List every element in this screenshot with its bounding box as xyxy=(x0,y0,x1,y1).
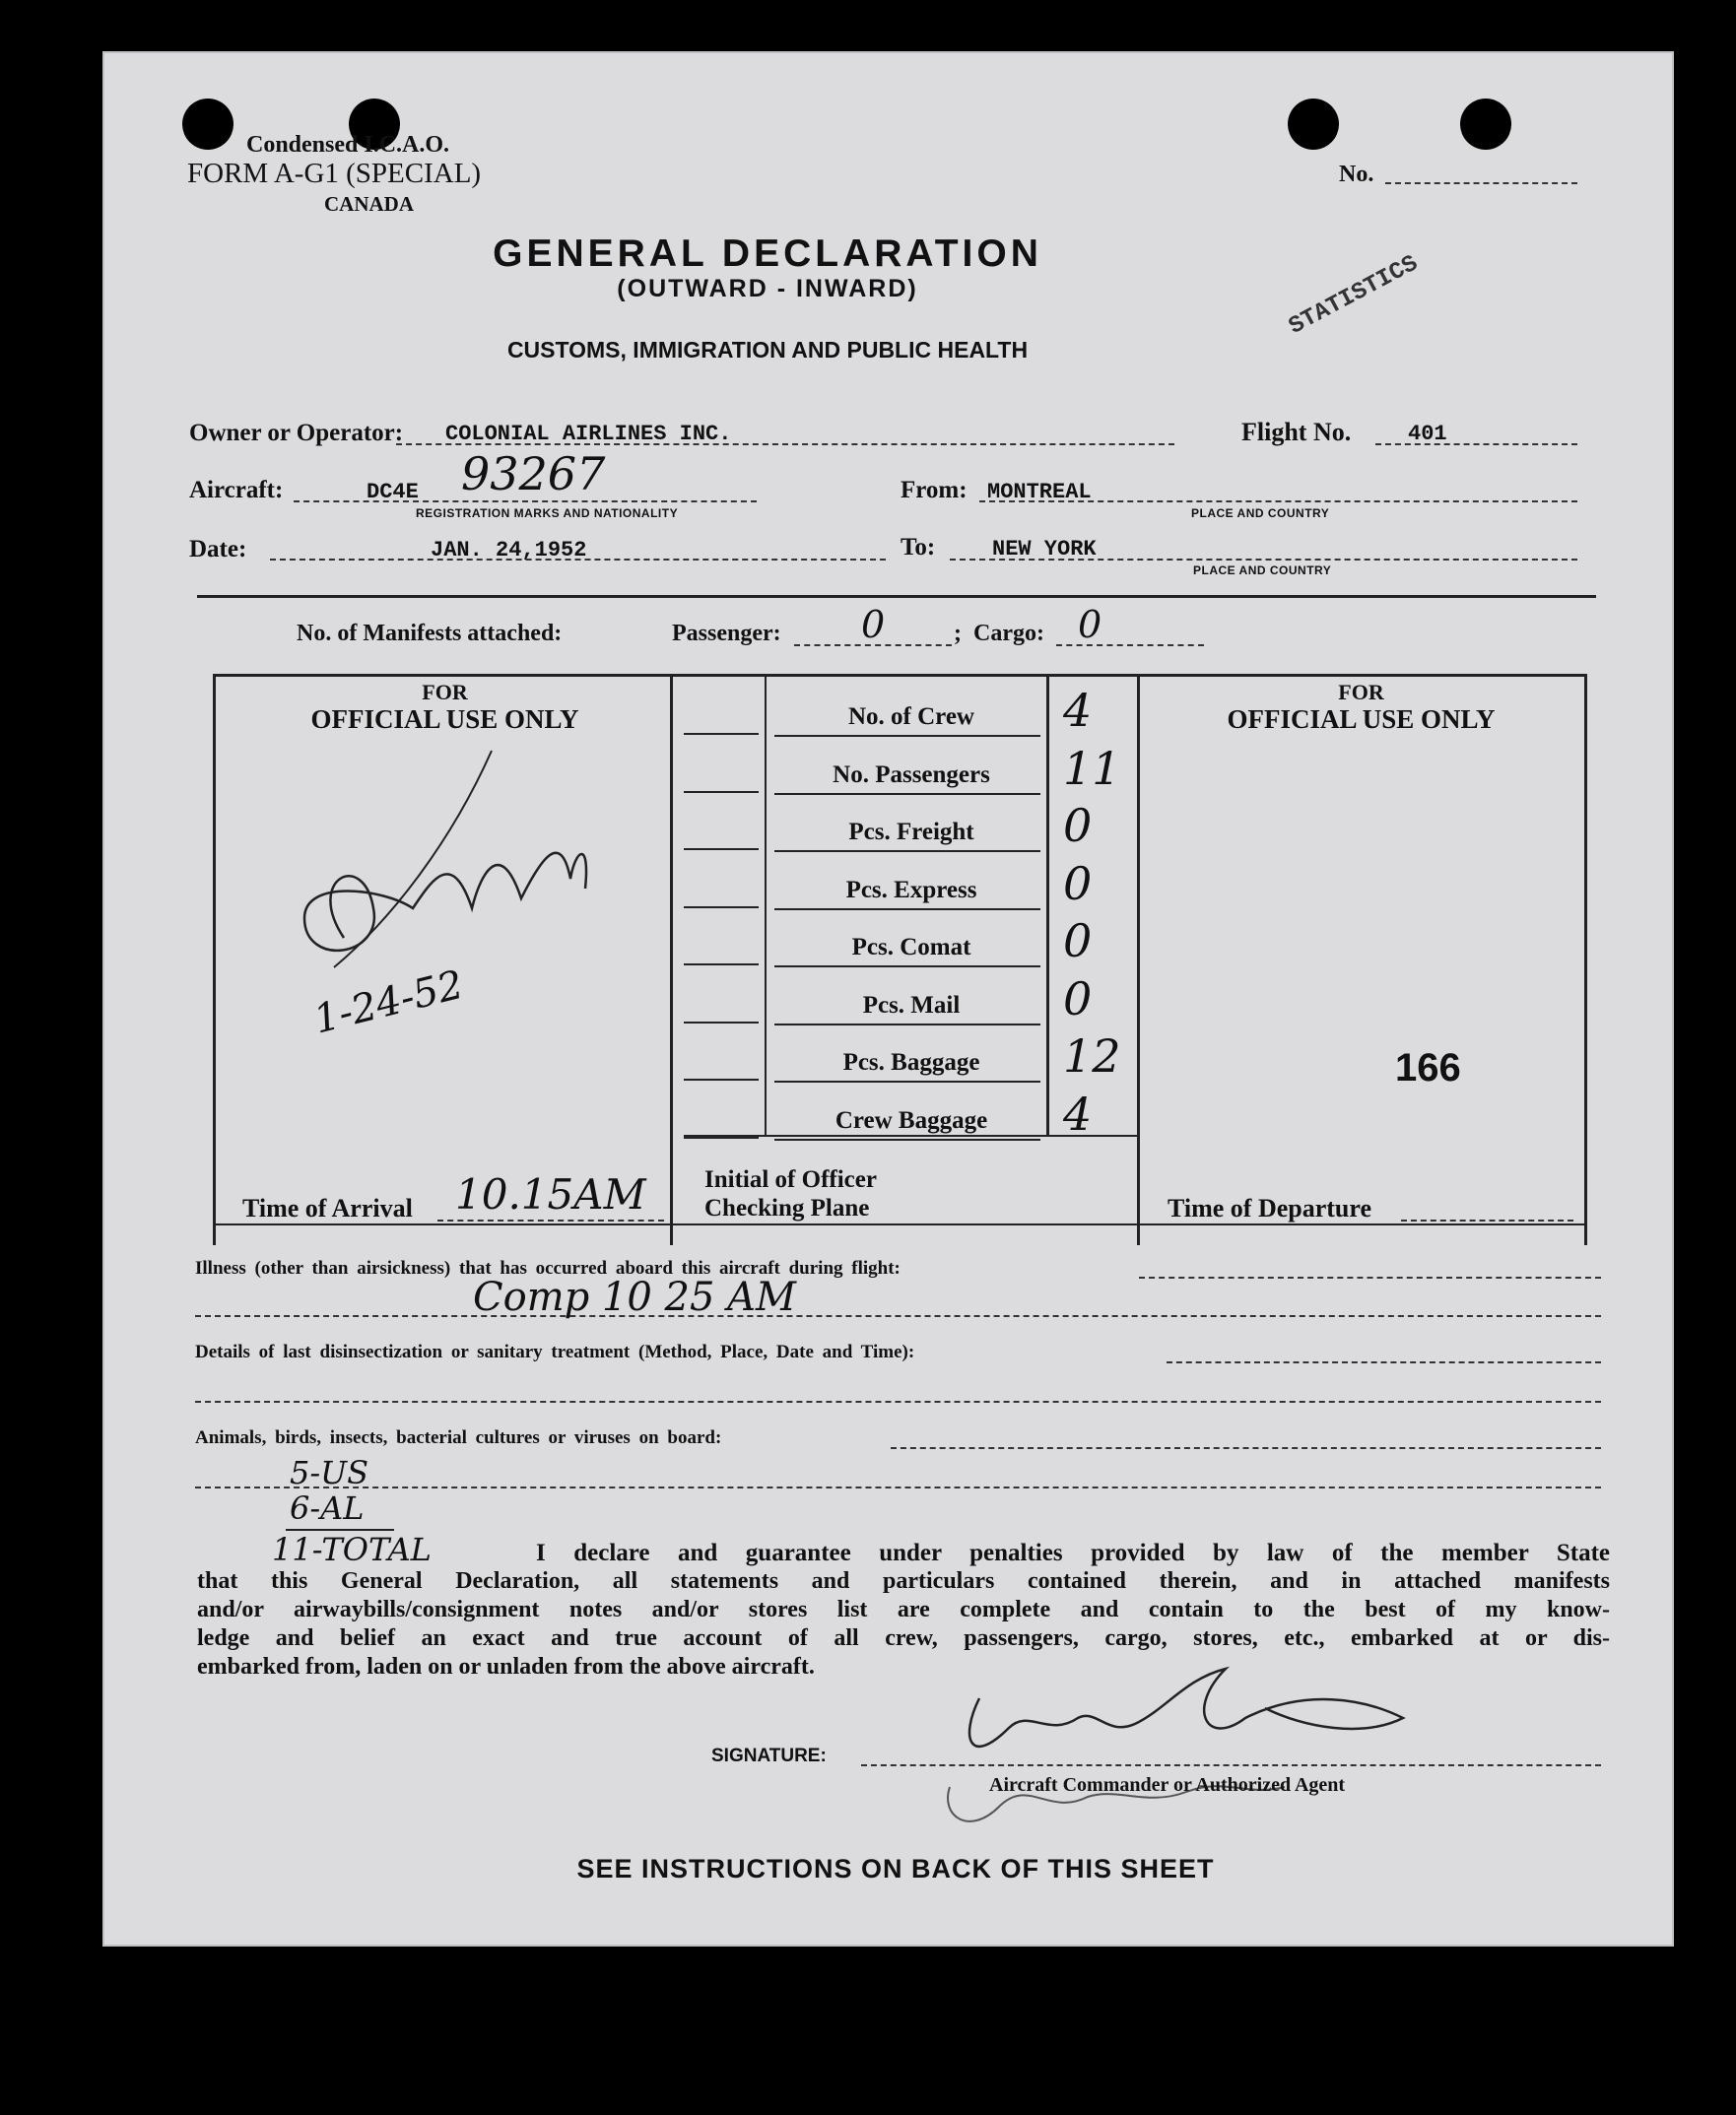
disinsectization-field-2 xyxy=(195,1401,1601,1403)
officer-check-line xyxy=(684,1022,759,1024)
count-value: 0 xyxy=(1063,971,1093,1025)
form-number-label: No. xyxy=(1339,162,1374,187)
commander-signature xyxy=(891,1649,1600,1846)
officer-check-line xyxy=(684,1137,759,1139)
to-label: To: xyxy=(901,534,936,561)
illness-note: Comp 10 25 AM xyxy=(473,1275,797,1320)
count-label: Pcs. Freight xyxy=(848,819,974,845)
manifests-label: No. of Manifests attached: xyxy=(297,621,563,646)
owner-value: COLONIAL AIRLINES INC. xyxy=(445,422,732,446)
count-value: 11 xyxy=(1063,741,1121,795)
illness-field xyxy=(1139,1277,1601,1279)
count-value: 4 xyxy=(1063,684,1093,737)
aircraft-label: Aircraft: xyxy=(189,477,284,503)
from-label: From: xyxy=(901,477,968,503)
count-value: 0 xyxy=(1063,799,1093,852)
count-underline xyxy=(774,850,1040,852)
officer-check-line xyxy=(684,848,759,850)
count-value: 0 xyxy=(1063,856,1093,910)
aircraft-type: DC4E xyxy=(367,480,419,504)
manifest-passenger-value: 0 xyxy=(861,603,886,646)
table-bottom-border xyxy=(213,1223,1587,1225)
count-underline xyxy=(774,1024,1040,1025)
manifest-passenger-label: Passenger: xyxy=(672,621,781,646)
declaration-line1: I declare and guarantee under penalties provided by law of the member State xyxy=(536,1540,1610,1566)
declaration-line5: embarked from, laden on or unladen from the above aircraft. xyxy=(197,1654,815,1680)
officer-check-line xyxy=(684,906,759,908)
animals-field-2 xyxy=(195,1487,1601,1488)
form-code-line2: FORM A-G1 (SPECIAL) xyxy=(187,158,482,189)
tally-al: 6-AL xyxy=(290,1489,365,1527)
official-right-heading: OFFICIAL USE ONLY xyxy=(1227,704,1496,734)
tally-us: 5-US xyxy=(290,1454,369,1491)
officer-check-line xyxy=(684,1079,759,1081)
owner-label: Owner or Operator: xyxy=(189,420,404,446)
tally-total: 11-TOTAL xyxy=(272,1531,432,1568)
to-value: NEW YORK xyxy=(992,537,1097,562)
right-column-divider xyxy=(1137,674,1140,1245)
statistics-stamp: STATISTICS xyxy=(1285,250,1423,341)
count-label: No. of Crew xyxy=(848,703,974,730)
signature-field xyxy=(861,1764,1601,1766)
count-underline xyxy=(774,908,1040,910)
count-value: 12 xyxy=(1063,1029,1121,1083)
officer-check-line xyxy=(684,791,759,793)
count-underline xyxy=(774,1081,1040,1083)
manifest-separator: ; xyxy=(954,621,962,646)
left-column-divider xyxy=(670,674,673,1245)
declaration-line2: that this General Declaration, all statements and particulars contained therein, and in attached manifests xyxy=(197,1568,1610,1594)
count-label: Pcs. Baggage xyxy=(842,1049,980,1076)
illness-field-2 xyxy=(195,1315,1601,1317)
animals-field xyxy=(891,1447,1601,1449)
form-country: CANADA xyxy=(324,192,414,216)
from-place-caption: PLACE AND COUNTRY xyxy=(1191,506,1330,520)
initial-officer-line2: Checking Plane xyxy=(704,1195,870,1222)
form-number-field xyxy=(1385,182,1577,184)
count-underline xyxy=(774,735,1040,737)
departure-time-field xyxy=(1401,1220,1573,1222)
flight-field xyxy=(1375,443,1577,445)
disinsectization-label: Details of last disinsectization or sanitary treatment (Method, Place, Date and Time): xyxy=(195,1342,915,1362)
table-left-border xyxy=(213,674,216,1245)
declaration-line3: and/or airwaybills/consignment notes and/or stores list are complete and contain to the best of my know- xyxy=(197,1597,1610,1622)
punch-hole xyxy=(1288,99,1339,150)
aircraft-field xyxy=(294,500,757,502)
official-left-for: FOR xyxy=(422,680,468,704)
page-subject: CUSTOMS, IMMIGRATION AND PUBLIC HEALTH xyxy=(506,337,1029,363)
initial-officer-line1: Initial of Officer xyxy=(704,1166,877,1193)
declaration-form xyxy=(102,51,1674,1947)
official-left-heading: OFFICIAL USE ONLY xyxy=(310,704,579,734)
officer-check-line xyxy=(684,963,759,965)
label-column-divider xyxy=(1046,674,1049,1135)
count-label: Pcs. Comat xyxy=(851,934,971,960)
disinsectization-field xyxy=(1167,1361,1601,1363)
punch-hole xyxy=(1460,99,1511,150)
official-right-for: FOR xyxy=(1338,680,1384,704)
departure-time-label: Time of Departure xyxy=(1168,1194,1371,1223)
date-value: JAN. 24,1952 xyxy=(431,538,587,562)
count-underline xyxy=(774,1139,1040,1141)
count-value: 4 xyxy=(1063,1087,1093,1141)
table-right-border xyxy=(1584,674,1587,1245)
from-value: MONTREAL xyxy=(987,480,1092,504)
count-label: Pcs. Mail xyxy=(862,991,961,1019)
officer-check-line xyxy=(684,733,759,735)
animals-label: Animals, birds, insects, bacterial cultures or viruses on board: xyxy=(195,1427,722,1448)
count-underline xyxy=(774,965,1040,967)
header-divider xyxy=(197,595,1596,598)
table-top-border xyxy=(213,674,1587,677)
date-label: Date: xyxy=(189,536,247,562)
count-label: Crew Baggage xyxy=(835,1106,988,1134)
official-number: 166 xyxy=(1395,1046,1461,1090)
arrival-time-value: 10.15AM xyxy=(455,1170,646,1219)
manifest-cargo-value: 0 xyxy=(1078,603,1102,646)
illness-label: Illness (other than airsickness) that has occurred aboard this aircraft during flight: xyxy=(195,1258,901,1279)
count-value: 0 xyxy=(1063,914,1093,967)
checkbox-column-divider xyxy=(765,674,767,1135)
count-underline xyxy=(774,793,1040,795)
arrival-time-field xyxy=(437,1220,664,1222)
flight-value: 401 xyxy=(1408,422,1447,446)
arrival-time-label: Time of Arrival xyxy=(242,1194,413,1223)
count-label: No. Passengers xyxy=(833,760,990,788)
form-code-line1: Condensed I.C.A.O. xyxy=(246,132,450,158)
count-label: Pcs. Express xyxy=(845,876,977,903)
punch-hole xyxy=(182,99,234,150)
aircraft-registration: 93267 xyxy=(461,447,606,500)
flight-label: Flight No. xyxy=(1241,418,1352,446)
page-subtitle: (OUTWARD - INWARD) xyxy=(617,275,918,302)
registration-caption: REGISTRATION MARKS AND NATIONALITY xyxy=(416,506,679,520)
signature-caption: Aircraft Commander or Authorized Agent xyxy=(989,1774,1346,1796)
instructions-footer: SEE INSTRUCTIONS ON BACK OF THIS SHEET xyxy=(576,1854,1215,1884)
manifest-cargo-label: Cargo: xyxy=(973,621,1044,646)
officer-signature-date: 1-24-52 xyxy=(309,961,468,1043)
page-title: GENERAL DECLARATION xyxy=(493,232,1042,275)
signature-label: SIGNATURE: xyxy=(711,1746,827,1766)
declaration-line4: ledge and belief an exact and true account of all crew, passengers, cargo, stores, etc., embarked at or dis- xyxy=(197,1625,1610,1651)
to-place-caption: PLACE AND COUNTRY xyxy=(1193,563,1332,577)
